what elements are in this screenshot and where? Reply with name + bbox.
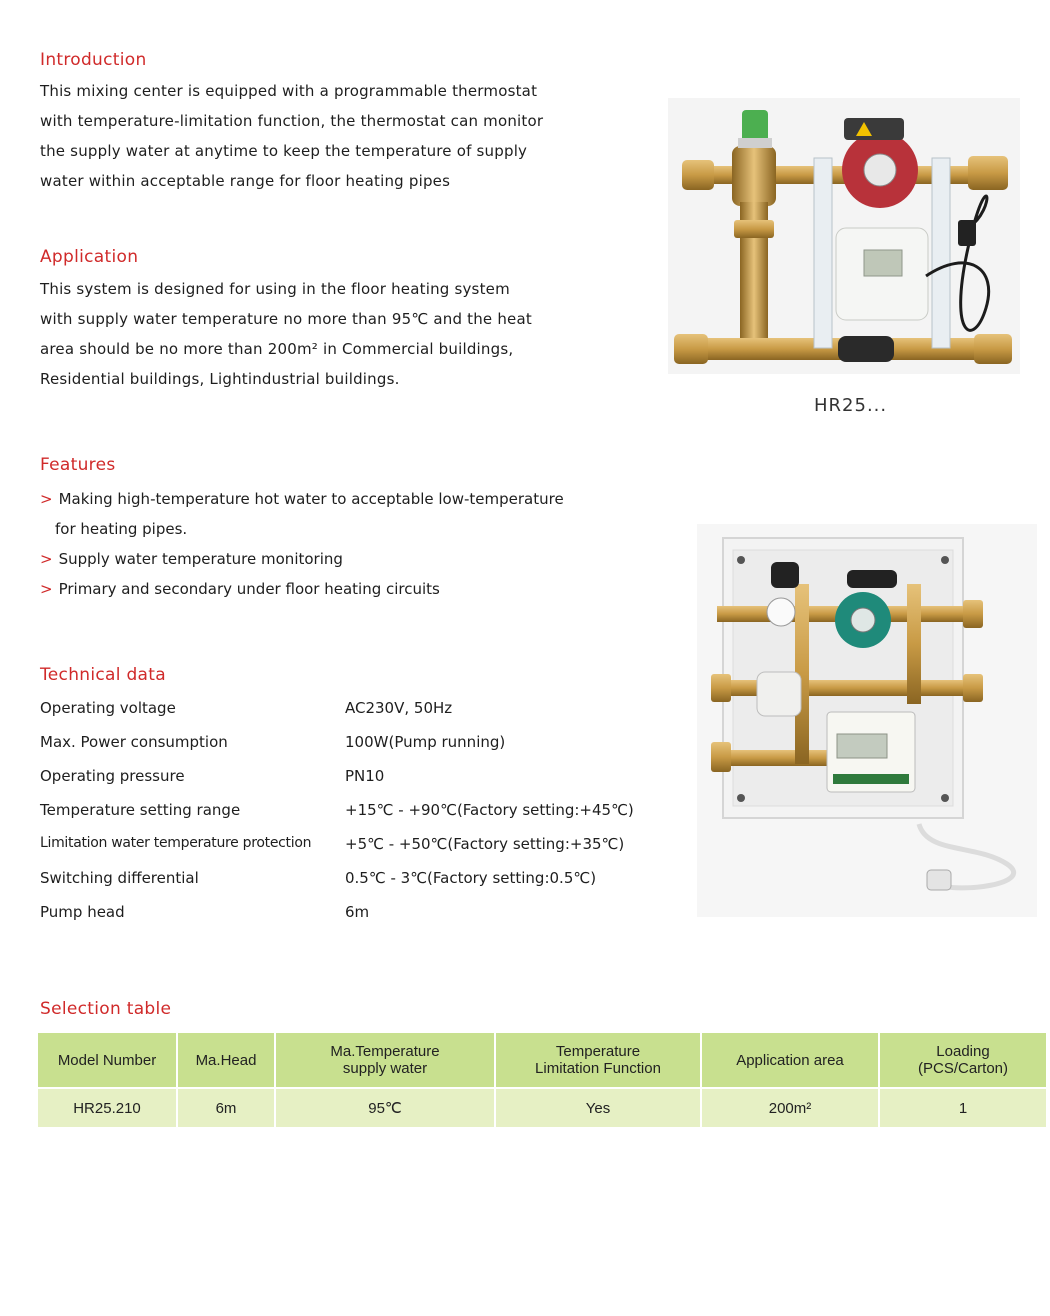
application-line: Residential buildings, Lightindustrial buildings.	[40, 370, 400, 388]
tech-label: Operating voltage	[40, 699, 176, 717]
feature-item-continuation: for heating pipes.	[55, 520, 188, 538]
tech-label: Operating pressure	[40, 767, 185, 785]
features-heading: Features	[40, 455, 116, 475]
column-header: Model Number	[38, 1033, 177, 1088]
tech-value: PN10	[345, 767, 385, 785]
table-header-row	[38, 1033, 1046, 1088]
tech-value: +5℃ - +50℃(Factory setting:+35℃)	[345, 835, 625, 853]
introduction-line: the supply water at anytime to keep the temperature of supply	[40, 142, 528, 160]
tech-label: Max. Power consumption	[40, 733, 228, 751]
introduction-line: with temperature-limitation function, the thermostat can monitor	[40, 112, 544, 130]
feature-item: > Primary and secondary under floor heating circuits	[40, 580, 440, 598]
tech-value: 100W(Pump running)	[345, 733, 506, 751]
application-line: This system is designed for using in the floor heating system	[40, 280, 510, 298]
introduction-heading: Introduction	[40, 50, 147, 70]
arrow-icon: >	[40, 490, 53, 508]
arrow-icon: >	[40, 580, 53, 598]
selection-heading: Selection table	[40, 999, 172, 1019]
tech-value: 0.5℃ - 3℃(Factory setting:0.5℃)	[345, 869, 597, 887]
feature-item: > Supply water temperature monitoring	[40, 550, 343, 568]
column-header: Temperature Limitation Function	[495, 1033, 701, 1088]
application-text	[40, 274, 660, 394]
tech-label: Limitation water temperature protection	[40, 835, 312, 851]
arrow-icon: >	[40, 550, 53, 568]
column-header: Application area	[701, 1033, 879, 1088]
selection-table	[38, 1033, 1046, 1127]
tech-label: Switching differential	[40, 869, 199, 887]
table-cell: Yes	[495, 1088, 701, 1127]
table-cell: HR25.210	[38, 1088, 177, 1127]
table-cell: 6m	[177, 1088, 275, 1127]
introduction-line: water within acceptable range for floor heating pipes	[40, 172, 451, 190]
application-line: area should be no more than 200m² in Commercial buildings,	[40, 340, 514, 358]
column-header: Loading (PCS/Carton)	[879, 1033, 1046, 1088]
table-cell: 95℃	[275, 1088, 495, 1127]
application-heading: Application	[40, 247, 139, 267]
product-caption: HR25...	[814, 395, 888, 416]
table-row	[38, 1088, 1046, 1127]
tech-value: 6m	[345, 903, 370, 921]
introduction-line: This mixing center is equipped with a programmable thermostat	[40, 82, 538, 100]
table-cell: 1	[879, 1088, 1046, 1127]
application-line: with supply water temperature no more than 95℃ and the heat	[40, 310, 532, 328]
tech-value: AC230V, 50Hz	[345, 699, 453, 717]
features-list	[40, 484, 660, 604]
column-header: Ma.Head	[177, 1033, 275, 1088]
column-header: Ma.Temperature supply water	[275, 1033, 495, 1088]
tech-label: Temperature setting range	[40, 801, 241, 819]
mixing-cabinet-illustration	[697, 524, 1037, 917]
technical-heading: Technical data	[40, 665, 166, 685]
mixing-station-image	[668, 98, 1020, 374]
table-cell: 200m²	[701, 1088, 879, 1127]
mixing-cabinet-image	[697, 524, 1037, 917]
feature-item: > Making high-temperature hot water to acceptable low-temperature	[40, 490, 564, 508]
introduction-text	[40, 76, 640, 196]
mixing-station-illustration	[668, 98, 1020, 374]
tech-value: +15℃ - +90℃(Factory setting:+45℃)	[345, 801, 634, 819]
tech-label: Pump head	[40, 903, 125, 921]
